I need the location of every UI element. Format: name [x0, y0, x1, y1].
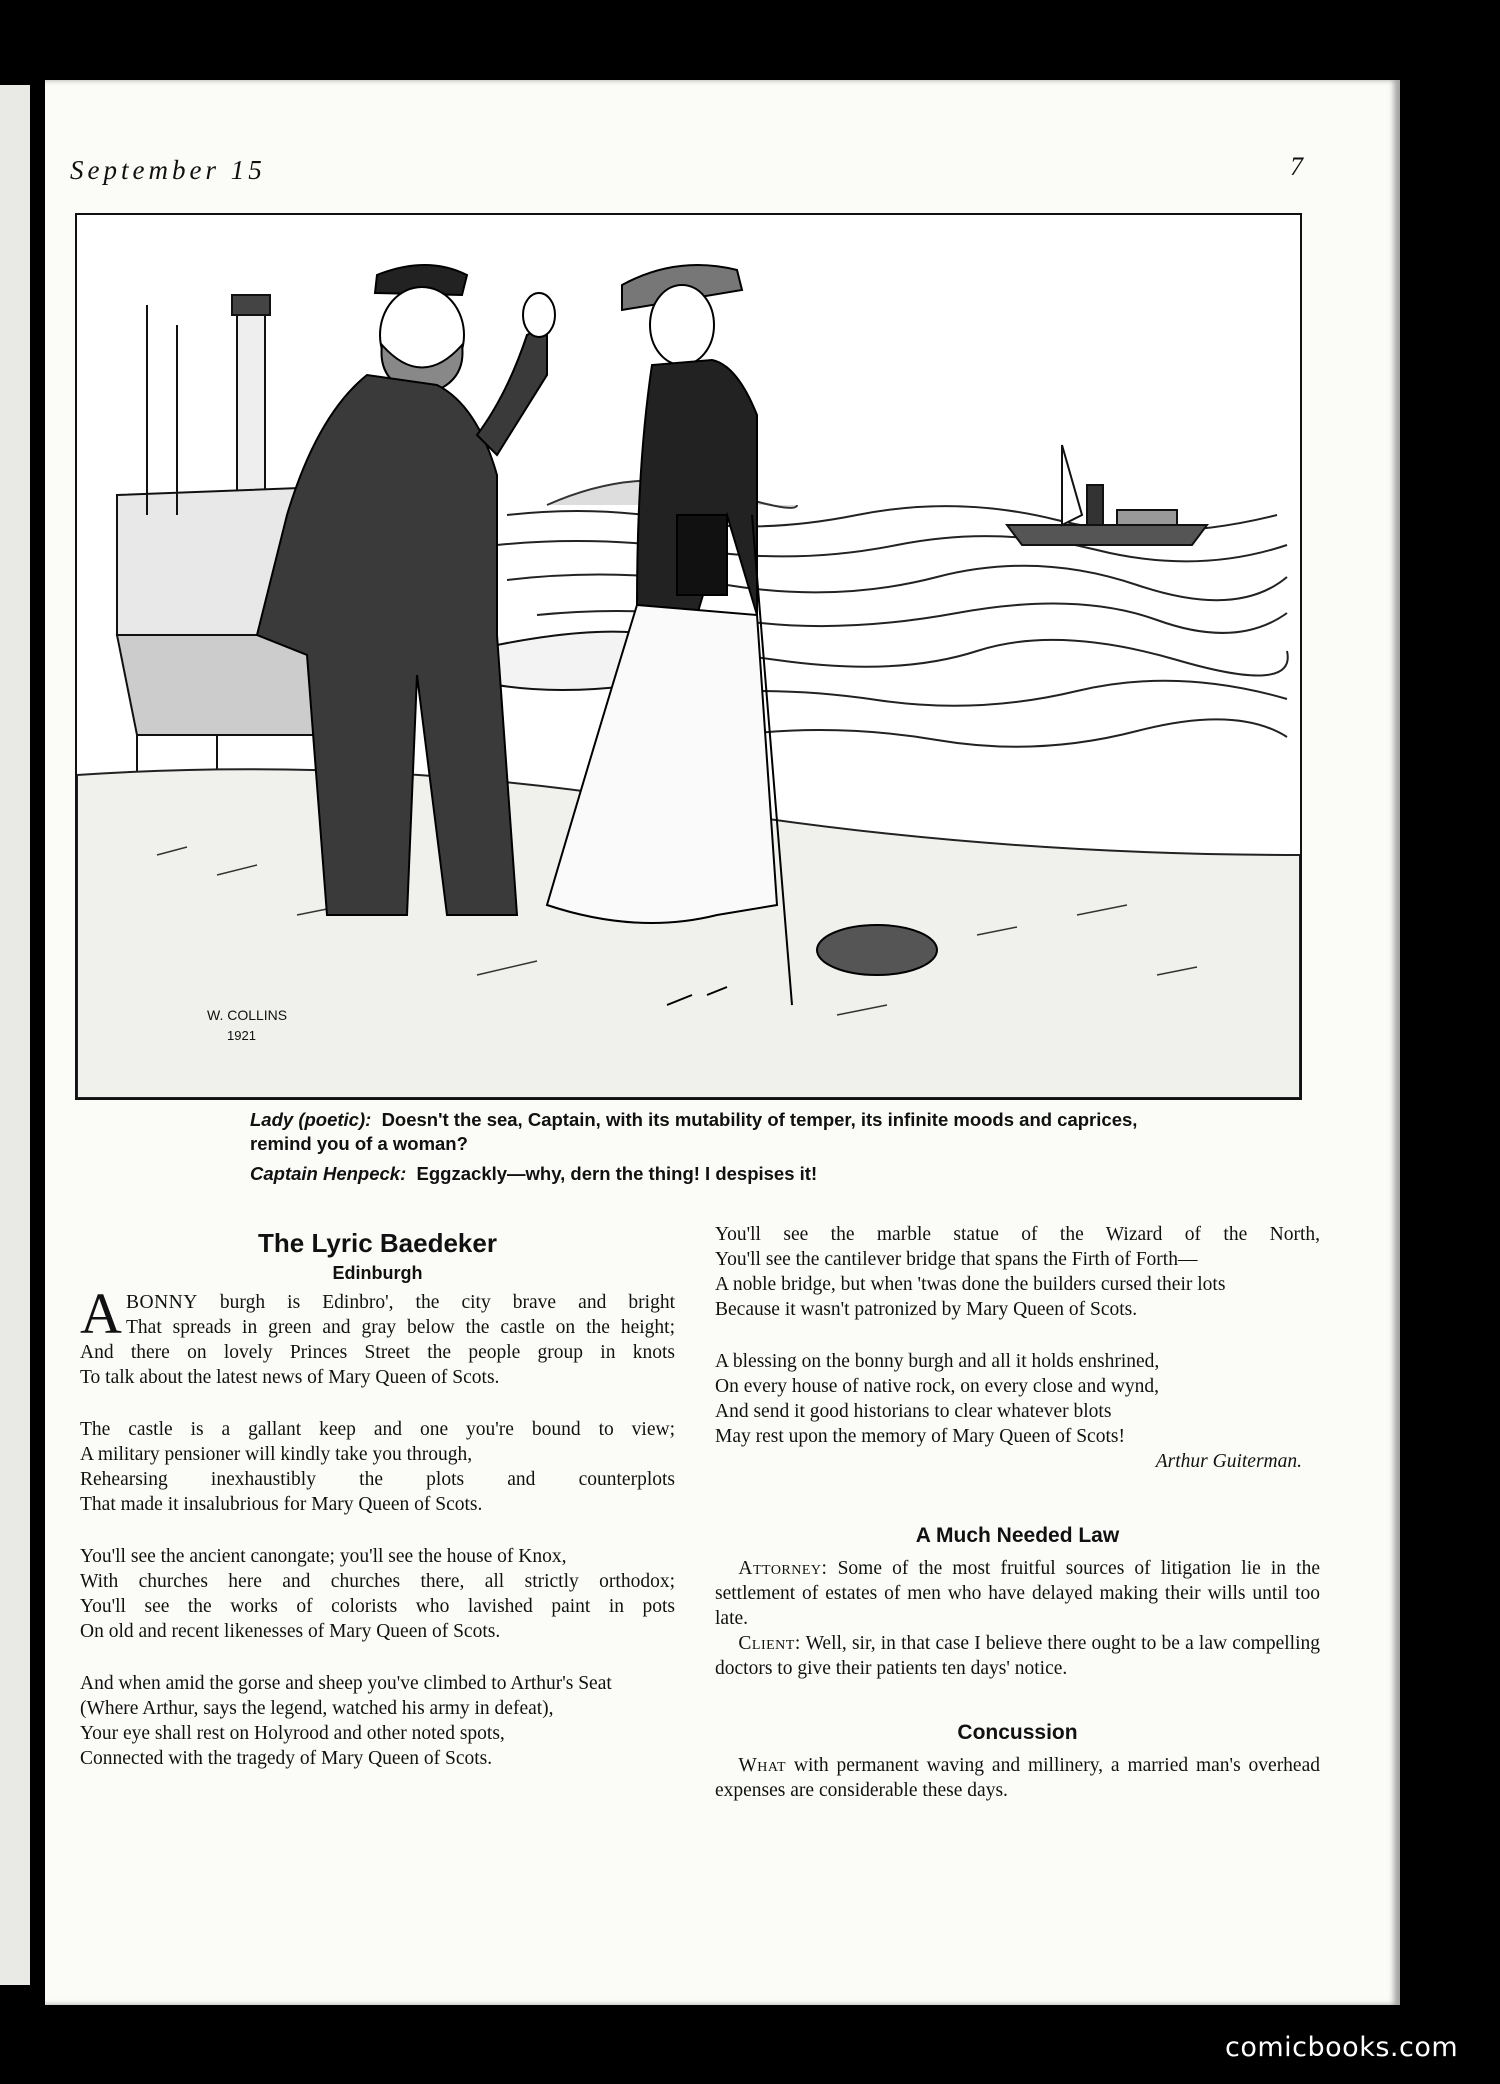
- poem-subtitle: Edinburgh: [332, 1263, 423, 1283]
- poem-line: Connected with the tragedy of Mary Queen of Scots.: [80, 1748, 493, 1769]
- poem-line: You'll see the cantilever bridge that spans the Firth of Forth—: [715, 1249, 1198, 1270]
- poem-line: You'll see the works of colorists who lavished paint in pots: [80, 1596, 675, 1617]
- dog: [817, 925, 937, 975]
- poem-stanza-4: [80, 1671, 675, 1771]
- attorney-label: Attorney:: [738, 1558, 828, 1579]
- law-section: [715, 1524, 1320, 1681]
- first-word: BONNY: [126, 1292, 198, 1313]
- caption-text-lady: Doesn't the sea, Captain, with its mutability of temper, its infinite moods and caprices, remind you of a woman?: [250, 1109, 1138, 1154]
- right-column: [715, 1222, 1320, 1803]
- poem-line: (Where Arthur, says the legend, watched his army in defeat),: [80, 1698, 554, 1719]
- poem-line: Because it wasn't patronized by Mary Queen of Scots.: [715, 1299, 1138, 1320]
- poem-stanza-3: [80, 1544, 675, 1644]
- poem-stanza-5: [715, 1222, 1320, 1322]
- poem-line: Rehearsing inexhaustibly the plots and counterplots: [80, 1469, 675, 1490]
- artist-signature-year: 1921: [227, 1028, 256, 1043]
- law-client-paragraph: [715, 1631, 1320, 1681]
- poem-line: May rest upon the memory of Mary Queen of Scots!: [715, 1426, 1125, 1447]
- first-line-rest: burgh is Edinbro', the city brave and bright: [197, 1292, 675, 1313]
- poem-line: A noble bridge, but when 'twas done the builders cursed their lots: [715, 1274, 1226, 1295]
- concussion-section: [715, 1721, 1320, 1803]
- page-number: 7: [1290, 152, 1303, 181]
- concussion-lead: What: [738, 1755, 787, 1776]
- caption-speaker-lady: Lady (poetic):: [250, 1109, 372, 1130]
- page-date: September 15: [70, 155, 266, 185]
- cartoon-caption: [250, 1108, 1150, 1192]
- poem-line: And there on lovely Princes Street the people group in knots: [80, 1342, 675, 1363]
- poem-line: On every house of native rock, on every close and wynd,: [715, 1376, 1160, 1397]
- watermark-brand: comicbooks.com: [1225, 2032, 1459, 2063]
- caption-line-captain: [250, 1162, 1150, 1186]
- poem-line: A military pensioner will kindly take you through,: [80, 1444, 473, 1465]
- artist-signature: W. COLLINS: [207, 1007, 288, 1023]
- caption-line-lady: [250, 1108, 1150, 1156]
- poem-title: The Lyric Baedeker: [258, 1228, 497, 1258]
- poem-line: With churches here and churches there, all strictly orthodox;: [80, 1571, 675, 1592]
- poem-line: On old and recent likenesses of Mary Queen of Scots.: [80, 1621, 501, 1642]
- poem-line: The castle is a gallant keep and one you're bound to view;: [80, 1419, 675, 1440]
- caption-speaker-captain: Captain Henpeck:: [250, 1163, 407, 1184]
- client-text: Well, sir, in that case I believe there ought to be a law compelling doctors to give their patients ten days' notice.: [715, 1633, 1320, 1679]
- poem-stanza-6: [715, 1349, 1320, 1474]
- poem-author: Arthur Guiterman.: [1155, 1451, 1302, 1472]
- concussion-text: with permanent waving and millinery, a married man's overhead expenses are considerable these days.: [715, 1755, 1320, 1801]
- cartoon-illustration: [75, 213, 1302, 1100]
- poem-line: A blessing on the bonny burgh and all it holds enshrined,: [715, 1351, 1160, 1372]
- poem-stanza-1: [80, 1281, 675, 1390]
- cartoon-drawing: [77, 215, 1300, 1098]
- poem-line: Your eye shall rest on Holyrood and other noted spots,: [80, 1723, 505, 1744]
- facing-page-edge: [0, 85, 30, 1985]
- law-title: A Much Needed Law: [915, 1524, 1120, 1547]
- concussion-title: Concussion: [957, 1721, 1078, 1744]
- poem-line: That made it insalubrious for Mary Queen of Scots.: [80, 1494, 483, 1515]
- poem-line: You'll see the marble statue of the Wizard of the North,: [715, 1224, 1320, 1245]
- client-label: Client:: [738, 1633, 801, 1654]
- poem-stanza-2: [80, 1417, 675, 1517]
- poem-line: That spreads in green and gray below the castle on the height;: [126, 1317, 675, 1338]
- concussion-paragraph: [715, 1753, 1320, 1803]
- poem-line: And when amid the gorse and sheep you've climbed to Arthur's Seat: [80, 1673, 612, 1694]
- poem-line: You'll see the ancient canongate; you'll see the house of Knox,: [80, 1546, 567, 1567]
- attorney-text: Some of the most fruitful sources of litigation lie in the settlement of estates of men who have delayed making their wills until too late.: [715, 1558, 1320, 1629]
- caption-text-captain: Eggzackly—why, dern the thing! I despises it!: [416, 1163, 818, 1184]
- left-column: [80, 1228, 675, 1798]
- drop-cap: A: [80, 1281, 122, 1346]
- poem-line: And send it good historians to clear whatever blots: [715, 1401, 1112, 1422]
- poem-line: To talk about the latest news of Mary Queen of Scots.: [80, 1367, 500, 1388]
- law-attorney-paragraph: [715, 1556, 1320, 1631]
